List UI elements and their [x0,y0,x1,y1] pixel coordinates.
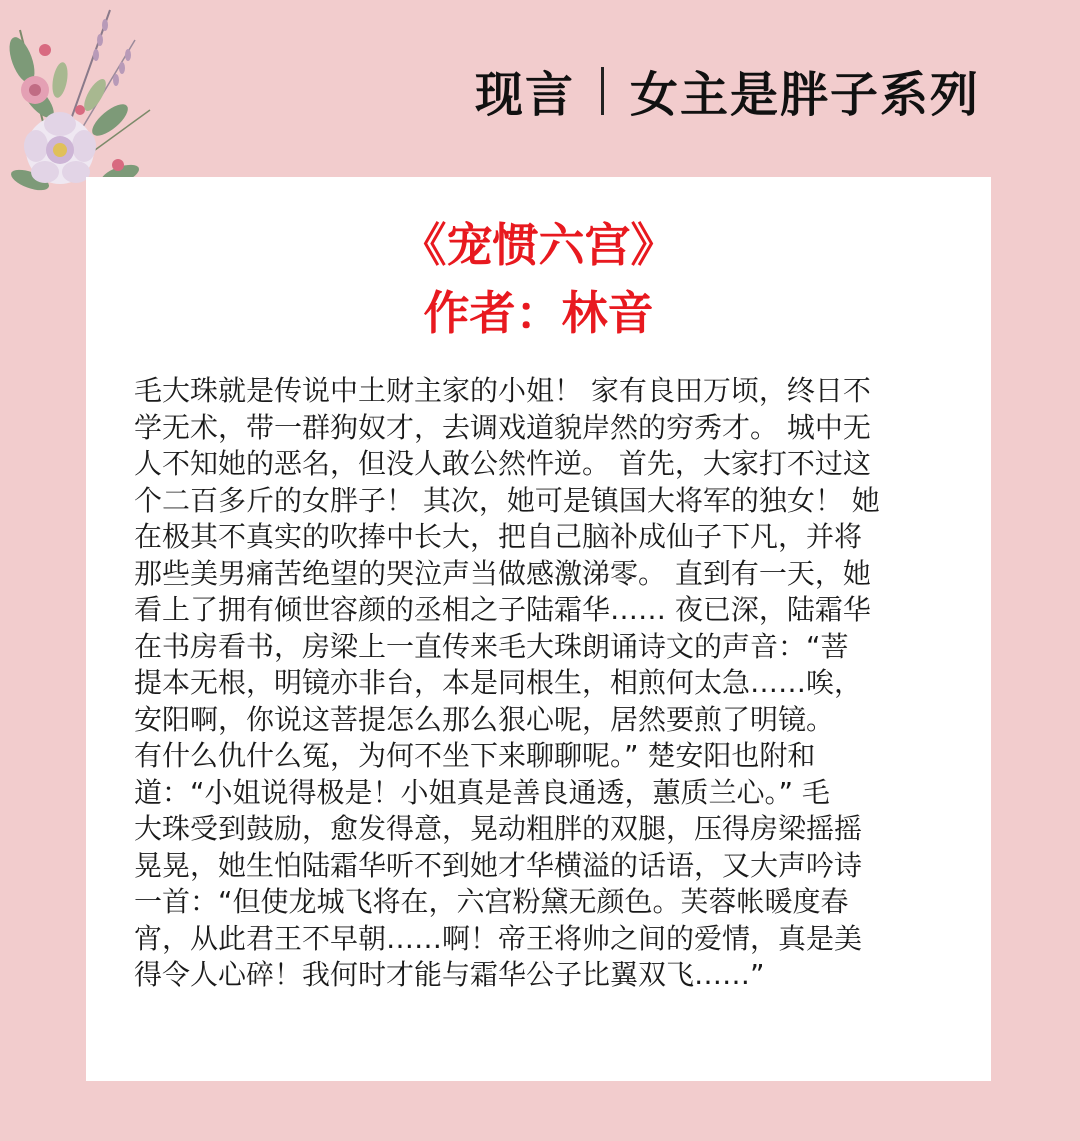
synopsis-line: 大珠受到鼓励，愈发得意，晃动粗胖的双腿，压得房梁摇摇 [134,812,863,845]
synopsis-line: 有什么仇什么冤，为何不坐下来聊聊呢。” 楚安阳也附和 [134,739,816,772]
synopsis-line: 提本无根，明镜亦非台，本是同根生，相煎何太急……唉， [134,666,863,699]
synopsis-line: 人不知她的恶名，但没人敢公然忤逆。 首先，大家打不过这 [134,447,871,480]
synopsis-line: 道：“小姐说得极是！小姐真是善良通透，蕙质兰心。” 毛 [134,775,830,809]
content-card [86,177,991,1081]
synopsis-line: 宵，从此君王不早朝……啊！帝王将帅之间的爱情，真是美 [134,921,863,955]
synopsis-line: 在书房看书，房梁上一直传来毛大珠朗诵诗文的声音：“菩 [134,629,849,663]
synopsis-line: 晃晃，她生怕陆霜华听不到她才华横溢的话语，又大声吟诗 [134,848,863,882]
genre-label: 现言 [474,67,575,123]
book-author: 作者：林音 [423,286,654,340]
synopsis-line: 得令人心碎！我何时才能与霜华公子比翼双飞……” [134,958,765,991]
synopsis-line: 在极其不真实的吹捧中长大，把自己脑补成仙子下凡，并将 [134,520,863,553]
series-label: 女主是胖子系列 [629,67,980,123]
synopsis-line: 毛大珠就是传说中土财主家的小姐！ 家有良田万顷，终日不 [134,374,871,407]
synopsis [134,373,934,994]
synopsis-line: 安阳啊，你说这菩提怎么那么狠心呢，居然要煎了明镜。 [134,702,835,736]
synopsis-line: 看上了拥有倾世容颜的丞相之子陆霜华…… 夜已深，陆霜华 [134,593,871,626]
synopsis-line: 那些美男痛苦绝望的哭泣声当做感激涕零。 直到有一天，她 [134,556,871,590]
book-title: 《宠惯六宫》 [400,218,677,272]
page-header [475,56,980,125]
header-divider [601,67,604,115]
synopsis-line: 个二百多斤的女胖子！ 其次，她可是镇国大将军的独女！ 她 [134,483,880,517]
synopsis-line: 一首：“但使龙城飞将在，六宫粉黛无颜色。芙蓉帐暖度春 [134,885,849,918]
synopsis-line: 学无术，带一群狗奴才，去调戏道貌岸然的穷秀才。 城中无 [134,410,871,444]
